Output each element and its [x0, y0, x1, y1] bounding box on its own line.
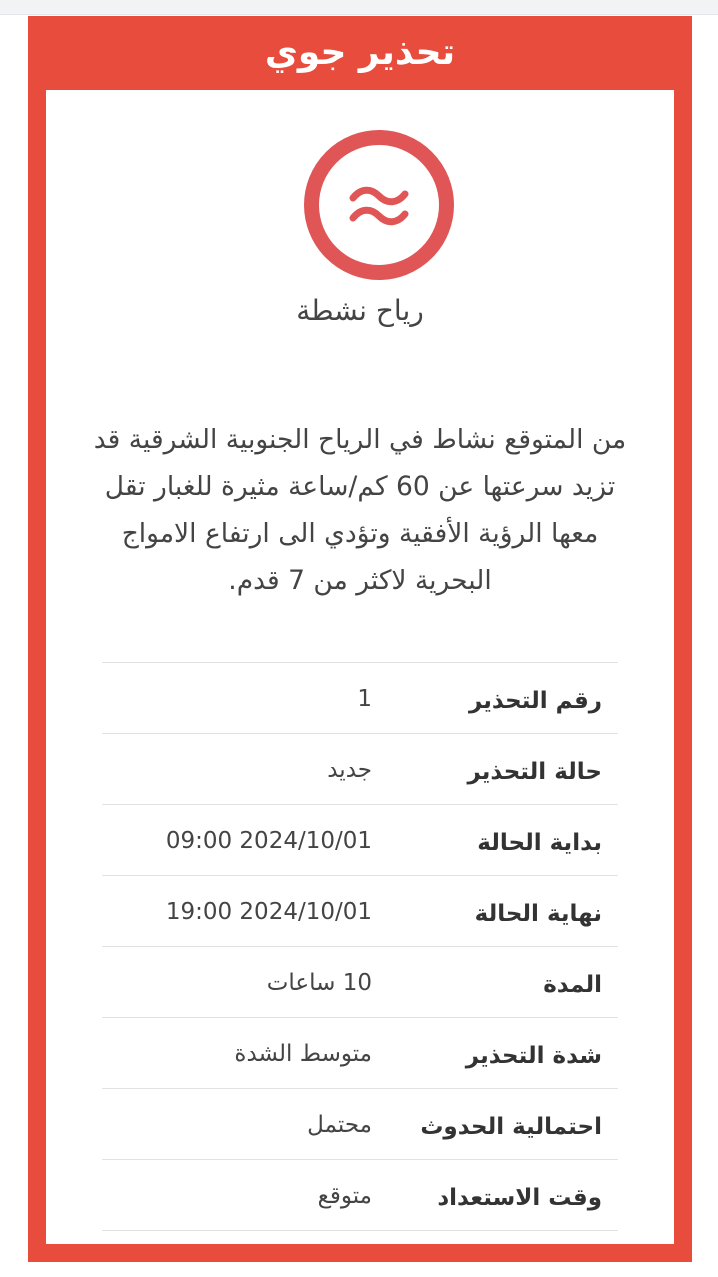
phenomenon-label: رياح نشطة [296, 294, 424, 327]
detail-row-probability [102, 1089, 618, 1160]
detail-label: نهاية الحالة [474, 901, 602, 927]
detail-value: جديد [327, 757, 372, 783]
wind-waves-icon-graphic [319, 145, 439, 265]
alert-title: تحذير جوي [264, 32, 456, 73]
weather-alert-card [28, 16, 692, 1262]
detail-label: وقت الاستعداد [437, 1185, 602, 1211]
detail-row-alert-number [102, 663, 618, 734]
alert-description: من المتوقع نشاط في الرياح الجنوبية الشرقية قد تزيد سرعتها عن 60 كم/ساعة مثيرة للغبار تقل معها الرؤية الأفقية وتؤدي الى ارتفاع الامواج البحرية لاكثر من 7 قدم. [93, 424, 627, 596]
detail-label: بداية الحالة [477, 830, 602, 856]
detail-row-readiness-time [102, 1160, 618, 1231]
detail-row-alert-status [102, 734, 618, 805]
top-strip [0, 0, 718, 15]
detail-label: احتمالية الحدوث [420, 1114, 602, 1140]
detail-row-duration [102, 947, 618, 1018]
detail-value: 2024/10/01 19:00 [165, 899, 372, 925]
detail-value: 2024/10/01 09:00 [165, 828, 372, 854]
detail-row-severity [102, 1018, 618, 1089]
alert-body [46, 90, 674, 1244]
detail-label: رقم التحذير [468, 688, 602, 714]
detail-label: شدة التحذير [465, 1043, 602, 1069]
details-table [102, 662, 618, 1231]
detail-value: متوسط الشدة [234, 1041, 372, 1067]
wind-waves-icon [304, 130, 454, 280]
detail-value: محتمل [307, 1112, 372, 1138]
detail-value: متوقع [317, 1183, 372, 1209]
detail-value: 1 [357, 686, 372, 712]
detail-row-end-time [102, 876, 618, 947]
detail-label: المدة [543, 972, 602, 998]
detail-label: حالة التحذير [467, 759, 602, 785]
detail-row-start-time [102, 805, 618, 876]
detail-value: 10 ساعات [266, 970, 372, 996]
